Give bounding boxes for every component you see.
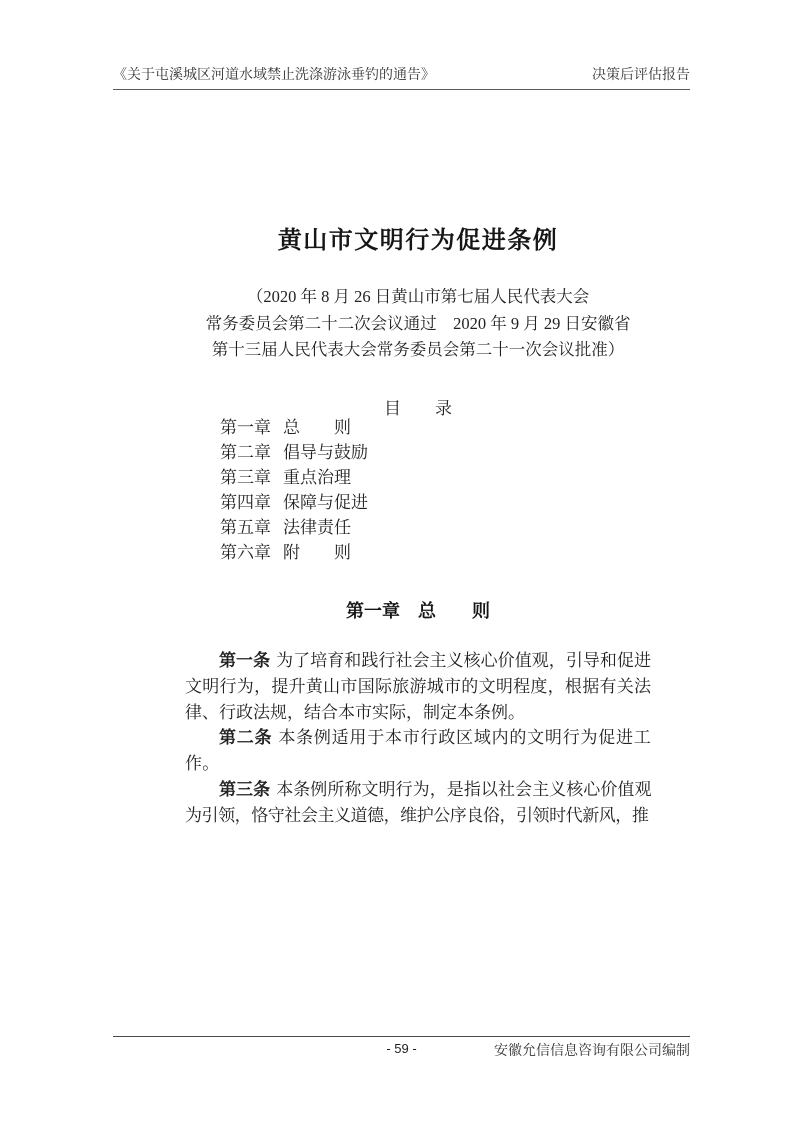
chapter-heading: 第一章 总 则: [346, 601, 490, 621]
toc-item: [220, 465, 368, 490]
toc-chapter-title: 附 则: [283, 543, 351, 562]
toc-heading: 目 录: [384, 399, 452, 418]
toc-item: [220, 515, 368, 540]
article-number-label: 第二条: [219, 728, 273, 748]
toc-item: [220, 540, 368, 565]
toc-list: [220, 415, 368, 565]
approval-preamble: [150, 284, 686, 364]
page-footer: [113, 1036, 690, 1063]
toc-chapter-title: 总 则: [283, 418, 351, 437]
toc-chapter-label: 第五章: [220, 518, 271, 537]
toc-chapter-title: 法律责任: [283, 518, 351, 537]
article-text: 本条例适用于本市行政区域内的文明行为促进工作。: [185, 728, 651, 774]
articles-body: [185, 648, 651, 829]
preamble-line: 常务委员会第二十二次会议通过 2020 年 9 月 29 日安徽省: [205, 313, 631, 333]
article-text: 为了培育和践行社会主义核心价值观，引导和促进文明行为，提升黄山市国际旅游城市的文明程度，根据有关法律、行政法规，结合本市实际，制定本条例。: [185, 651, 651, 722]
toc-chapter-label: 第六章: [220, 543, 271, 562]
toc-chapter-label: 第四章: [220, 493, 271, 512]
toc-chapter-title: 重点治理: [283, 468, 351, 487]
toc-item: [220, 440, 368, 465]
header-right-title: 决策后评估报告: [592, 68, 690, 83]
article-number-label: 第一条: [219, 651, 271, 670]
article-number-label: 第三条: [219, 779, 271, 799]
page-number: - 59 -: [386, 1041, 417, 1056]
toc-item: [220, 490, 368, 515]
page-header: [113, 64, 690, 90]
toc-chapter-label: 第一章: [220, 418, 271, 437]
toc-chapter-title: 保障与促进: [283, 493, 368, 512]
article-paragraph: [185, 648, 651, 725]
footer-credit-text: 安徽允信信息咨询有限公司编制: [494, 1044, 690, 1059]
toc-chapter-label: 第二章: [220, 443, 271, 462]
toc-chapter-title: 倡导与鼓励: [283, 443, 368, 462]
header-left-title: 《关于屯溪城区河道水域禁止洗涤游泳垂钓的通告》: [113, 68, 435, 83]
preamble-line: （2020 年 8 月 26 日黄山市第七届人民代表大会: [246, 287, 590, 306]
toc-chapter-label: 第三章: [220, 468, 271, 487]
toc-item: [220, 415, 368, 440]
preamble-line: 第十三届人民代表大会常务委员会第二十一次会议批准）: [211, 340, 625, 359]
article-text: 本条例所称文明行为，是指以社会主义核心价值观为引领，恪守社会主义道德，维护公序良俗，引领时代新风，推: [185, 779, 651, 825]
document-title: 黄山市文明行为促进条例: [277, 228, 559, 254]
article-paragraph: [185, 777, 651, 829]
article-paragraph: [185, 725, 651, 777]
